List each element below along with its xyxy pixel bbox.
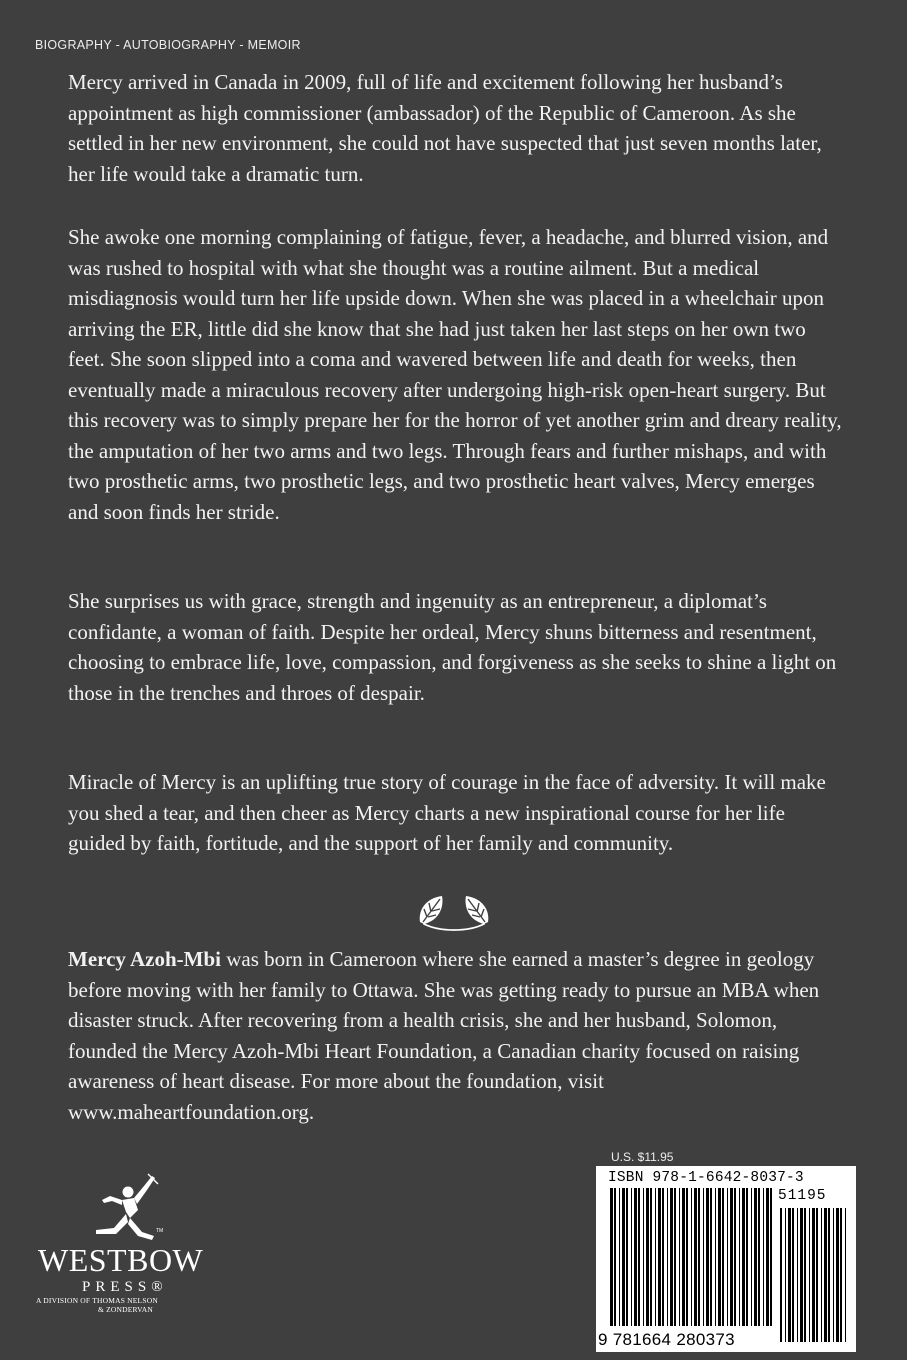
author-bio-text: was born in Cameroon where she earned a master’s degree in geology before moving with her family to Ottawa. She was getting ready to pursue an MBA when disaster struck. After recovering from a health crisis, she and her husband, Solomon, founded the Mercy Azoh-Mbi Heart Foundation, a Canadian charity focused on raising awareness of heart disease. For more about the foundation, visit www.maheartfoundation.org.	[68, 947, 820, 1124]
blurb-paragraph-4: Miracle of Mercy is an uplifting true story of courage in the face of adversity. It will make you shed a tear, and then cheer as Mercy charts a new inspirational course for her life guided by faith, fortitude, and the support of her family and community.	[68, 770, 826, 855]
blurb-paragraph-2: She awoke one morning complaining of fatigue, fever, a headache, and blurred vision, and was rushed to hospital with what she thought was a routine ailment. But a medical misdiagnosis would turn her life upside down. When she was placed in a wheelchair upon arriving the ER, little did she know that she had just taken her last steps on her own two feet. She soon slipped into a coma and wavered between life and death for weeks, then eventually made a miraculous recovery after undergoing high-risk open-heart surgery. But this recovery was to simply prepare her for the horror of yet another grim and dreary reality, the amputation of her two arms and two legs. Through fears and further mishaps, and with two prosthetic arms, two prosthetic legs, and two prosthetic heart valves, Mercy emerges and soon finds her stride.	[68, 225, 842, 524]
publisher-division-line-1: A DIVISION OF THOMAS NELSON	[36, 1296, 158, 1305]
publisher-press: PRESS®	[82, 1279, 168, 1295]
publisher-name: WESTBOW	[38, 1242, 204, 1278]
barcode-digits: 9 781664 280373	[598, 1330, 735, 1349]
svg-text:TM: TM	[156, 1228, 164, 1234]
blurb-paragraph-1: Mercy arrived in Canada in 2009, full of life and excitement following her husband’s appointment as high commissioner (ambassador) of the Republic of Cameroon. As she settled in her new environment, she could not have suspected that just seven months later, her life would take a dramatic turn.	[68, 70, 822, 186]
price-label: U.S. $11.95	[611, 1150, 674, 1164]
author-bio	[68, 944, 843, 1127]
category-label: BIOGRAPHY - AUTOBIOGRAPHY - MEMOIR	[35, 38, 301, 52]
author-name: Mercy Azoh-Mbi	[68, 947, 221, 971]
isbn-text: ISBN 978-1-6642-8037-3	[608, 1170, 804, 1186]
publisher-division-line-2: & ZONDERVAN	[98, 1305, 154, 1314]
isbn-barcode	[596, 1166, 856, 1352]
price-code: 51195	[778, 1188, 827, 1204]
leaves-icon	[414, 892, 494, 934]
blurb-paragraph-3: She surprises us with grace, strength and ingenuity as an entrepreneur, a diplomat’s confidante, a woman of faith. Despite her ordeal, Mercy shuns bitterness and resentment, choosing to embrace life, love, compassion, and forgiveness as she seeks to shine a light on those in the trenches and throes of despair.	[68, 589, 837, 705]
